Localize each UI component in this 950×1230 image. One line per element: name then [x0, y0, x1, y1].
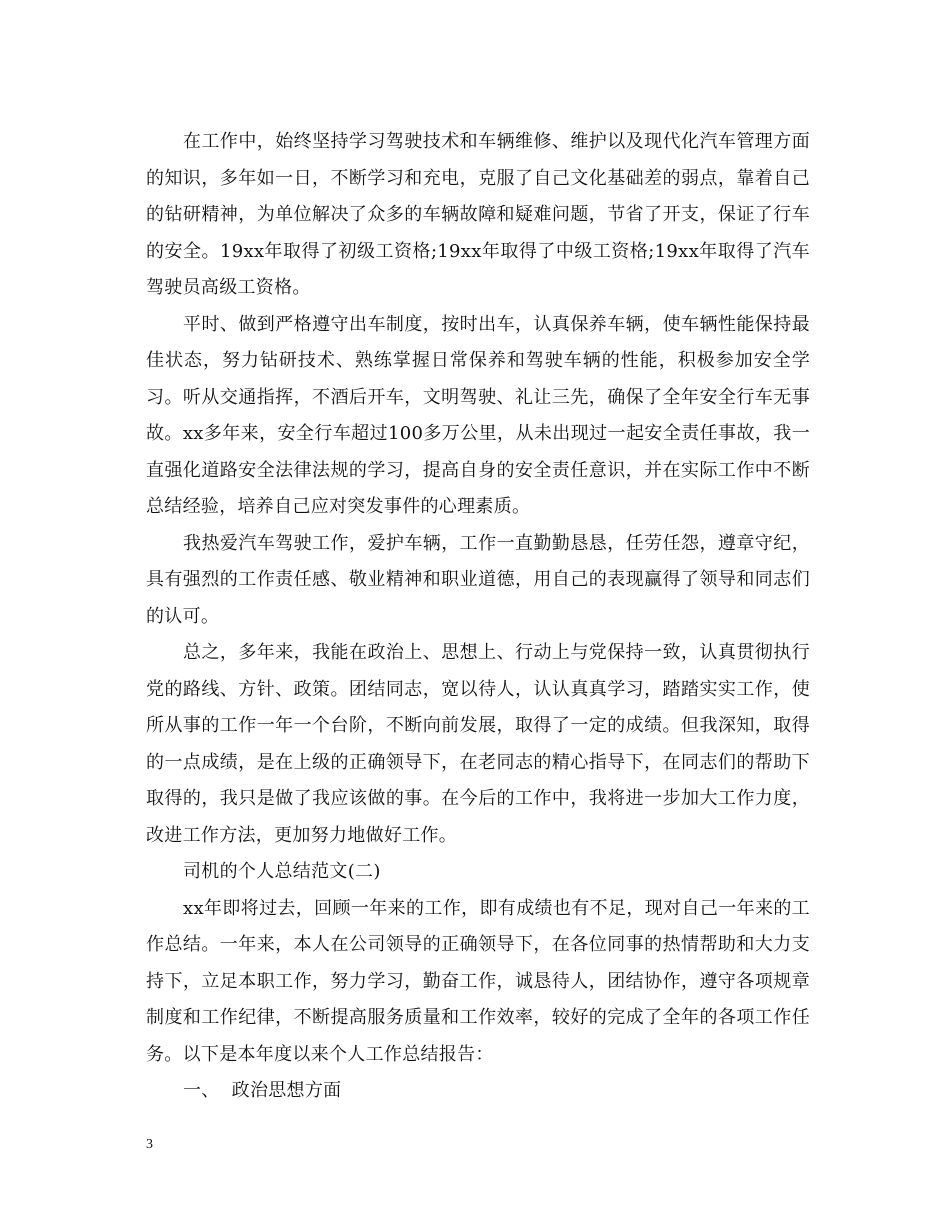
document-body [146, 124, 810, 1110]
section-title: 司机的个人总结范文(二) [183, 861, 381, 882]
paragraph-1: 在工作中，始终坚持学习驾驶技术和车辆维修、维护以及现代化汽车管理方面的知识，多年如一日，不断学习和充电，克服了自己文化基础差的弱点，靠着自己的钻研精神，为单位解决了众多的车辆故障和疑难问题，节省了开支，保证了行车的安全。19xx年取得了初级工资格;19xx年取得了中级工资格;19xx年取得了汽车驾驶员高级工资格。 [146, 131, 810, 298]
page-number: 3 [146, 1137, 153, 1152]
subsection-heading: 一、 政治思想方面 [183, 1080, 342, 1101]
paragraph-3: 我热爱汽车驾驶工作，爱护车辆，工作一直勤勤恳恳，任劳任怨，遵章守纪，具有强烈的工作责任感、敬业精神和职业道德，用自己的表现赢得了领导和同志们的认可。 [146, 532, 810, 627]
paragraph-2: 平时、做到严格遵守出车制度，按时出车，认真保养车辆，使车辆性能保持最佳状态，努力钻研技术、熟练掌握日常保养和驾驶车辆的性能，积极参加安全学习。听从交通指挥，不酒后开车，文明驾驶、礼让三先，确保了全年安全行车无事故。xx多年来，安全行车超过100多万公里，从未出现过一起安全责任事故，我一直强化道路安全法律法规的学习，提高自身的安全责任意识，并在实际工作中不断总结经验，培养自己应对突发事件的心理素质。 [146, 313, 810, 517]
paragraph-5: xx年即将过去，回顾一年来的工作，即有成绩也有不足，现对自己一年来的工作总结。一年来，本人在公司领导的正确领导下，在各位同事的热情帮助和大力支持下，立足本职工作，努力学习，勤奋工作，诚恳待人，团结协作，遵守各项规章制度和工作纪律，不断提高服务质量和工作效率，较好的完成了全年的各项工作任务。以下是本年度以来个人工作总结报告： [146, 897, 810, 1065]
paragraph-4: 总之，多年来，我能在政治上、思想上、行动上与党保持一致，认真贯彻执行党的路线、方针、政策。团结同志，宽以待人，认认真真学习，踏踏实实工作，使所从事的工作一年一个台阶，不断向前发展，取得了一定的成绩。但我深知，取得的一点成绩，是在上级的正确领导下，在老同志的精心指导下，在同志们的帮助下取得的，我只是做了我应该做的事。在今后的工作中，我将进一步加大工作力度，改进工作方法，更加努力地做好工作。 [146, 642, 810, 846]
